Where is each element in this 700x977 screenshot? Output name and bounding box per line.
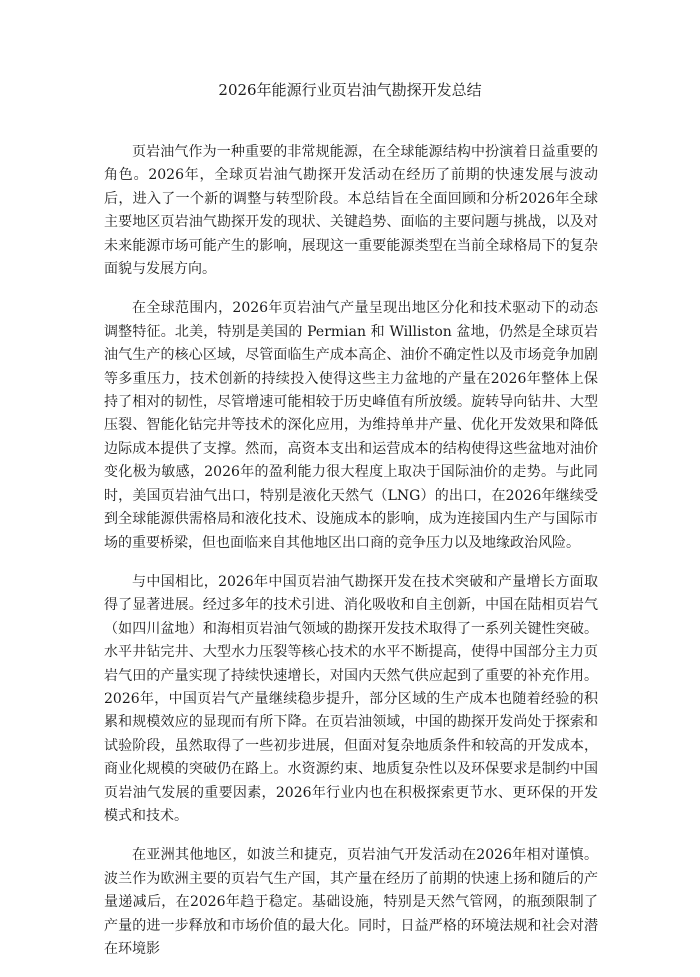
document-title: 2026年能源行业页岩油气勘探开发总结 bbox=[218, 81, 482, 99]
paragraph-intro: 页岩油气作为一种重要的非常规能源，在全球能源结构中扮演着日益重要的角色。2026年，全球页岩油气勘探开发活动在经历了前期的快速发展与波动后，进入了一个新的调整与转型阶段。本总结旨在全面回顾和分析2026年全球主要地区页岩油气勘探开发的现状、关键趋势、面临的主要问题与挑战，以及对未来能源市场可能产生的影响，展现这一重要能源类型在当前全球格局下的复杂面貌与发展方向。 bbox=[104, 144, 598, 278]
document-body bbox=[104, 141, 598, 977]
paragraph-global-north-america: 在全球范围内，2026年页岩油气产量呈现出地区分化和技术驱动下的动态调整特征。北美，特别是美国的 Permian 和 Williston 盆地，仍然是全球页岩油气生产的核心区域，尽管面临生产成本高企、油价不确定性以及市场竞争加剧等多重压力，技术创新的持续投入使得这些主力盆地的产量在2026年整体上保持了相对的韧性，尽管增速可能相较于历史峰值有所放缓。旋转导向钻井、大型压裂、智能化钻完井等技术的深化应用，为维持单井产量、优化开发效果和降低边际成本提供了支撑。然而，高资本支出和运营成本的结构使得这些盆地对油价变化极为敏感，2026年的盈利能力很大程度上取决于国际油价的走势。与此同时，美国页岩油气出口，特别是液化天然气（LNG）的出口，在2026年继续受到全球能源供需格局和液化技术、设施成本的影响，成为连接国内生产与国际市场的重要桥梁，但也面临来自其他地区出口商的竞争压力以及地缘政治风险。 bbox=[104, 300, 598, 551]
paragraph-china: 与中国相比，2026年中国页岩油气勘探开发在技术突破和产量增长方面取得了显著进展。经过多年的技术引进、消化吸收和自主创新，中国在陆相页岩气（如四川盆地）和海相页岩油气领域的勘探开发技术取得了一系列关键性突破。水平井钻完井、大型水力压裂等核心技术的水平不断提高，使得中国部分主力页岩气田的产量实现了持续快速增长，对国内天然气供应起到了重要的补充作用。2026年，中国页岩气产量继续稳步提升，部分区域的生产成本也随着经验的积累和规模效应的显现而有所下降。在页岩油领域，中国的勘探开发尚处于探索和试验阶段，虽然取得了一些初步进展，但面对复杂地质条件和较高的开发成本，商业化规模的突破仍在路上。水资源约束、地质复杂性以及环保要求是制约中国页岩油气发展的重要因素，2026年行业内也在积极探索更节水、更环保的开发模式和技术。 bbox=[104, 573, 598, 824]
paragraph-other-regions: 在亚洲其他地区，如波兰和捷克，页岩油气开发活动在2026年相对谨慎。波兰作为欧洲主要的页岩气生产国，其产量在经历了前期的快速上扬和随后的产量递减后，在2026年趋于稳定。基础设施，特别是天然气管网，的瓶颈限制了产量的进一步释放和市场价值的最大化。同时，日益严格的环境法规和社会对潜在环境影 bbox=[104, 847, 598, 957]
